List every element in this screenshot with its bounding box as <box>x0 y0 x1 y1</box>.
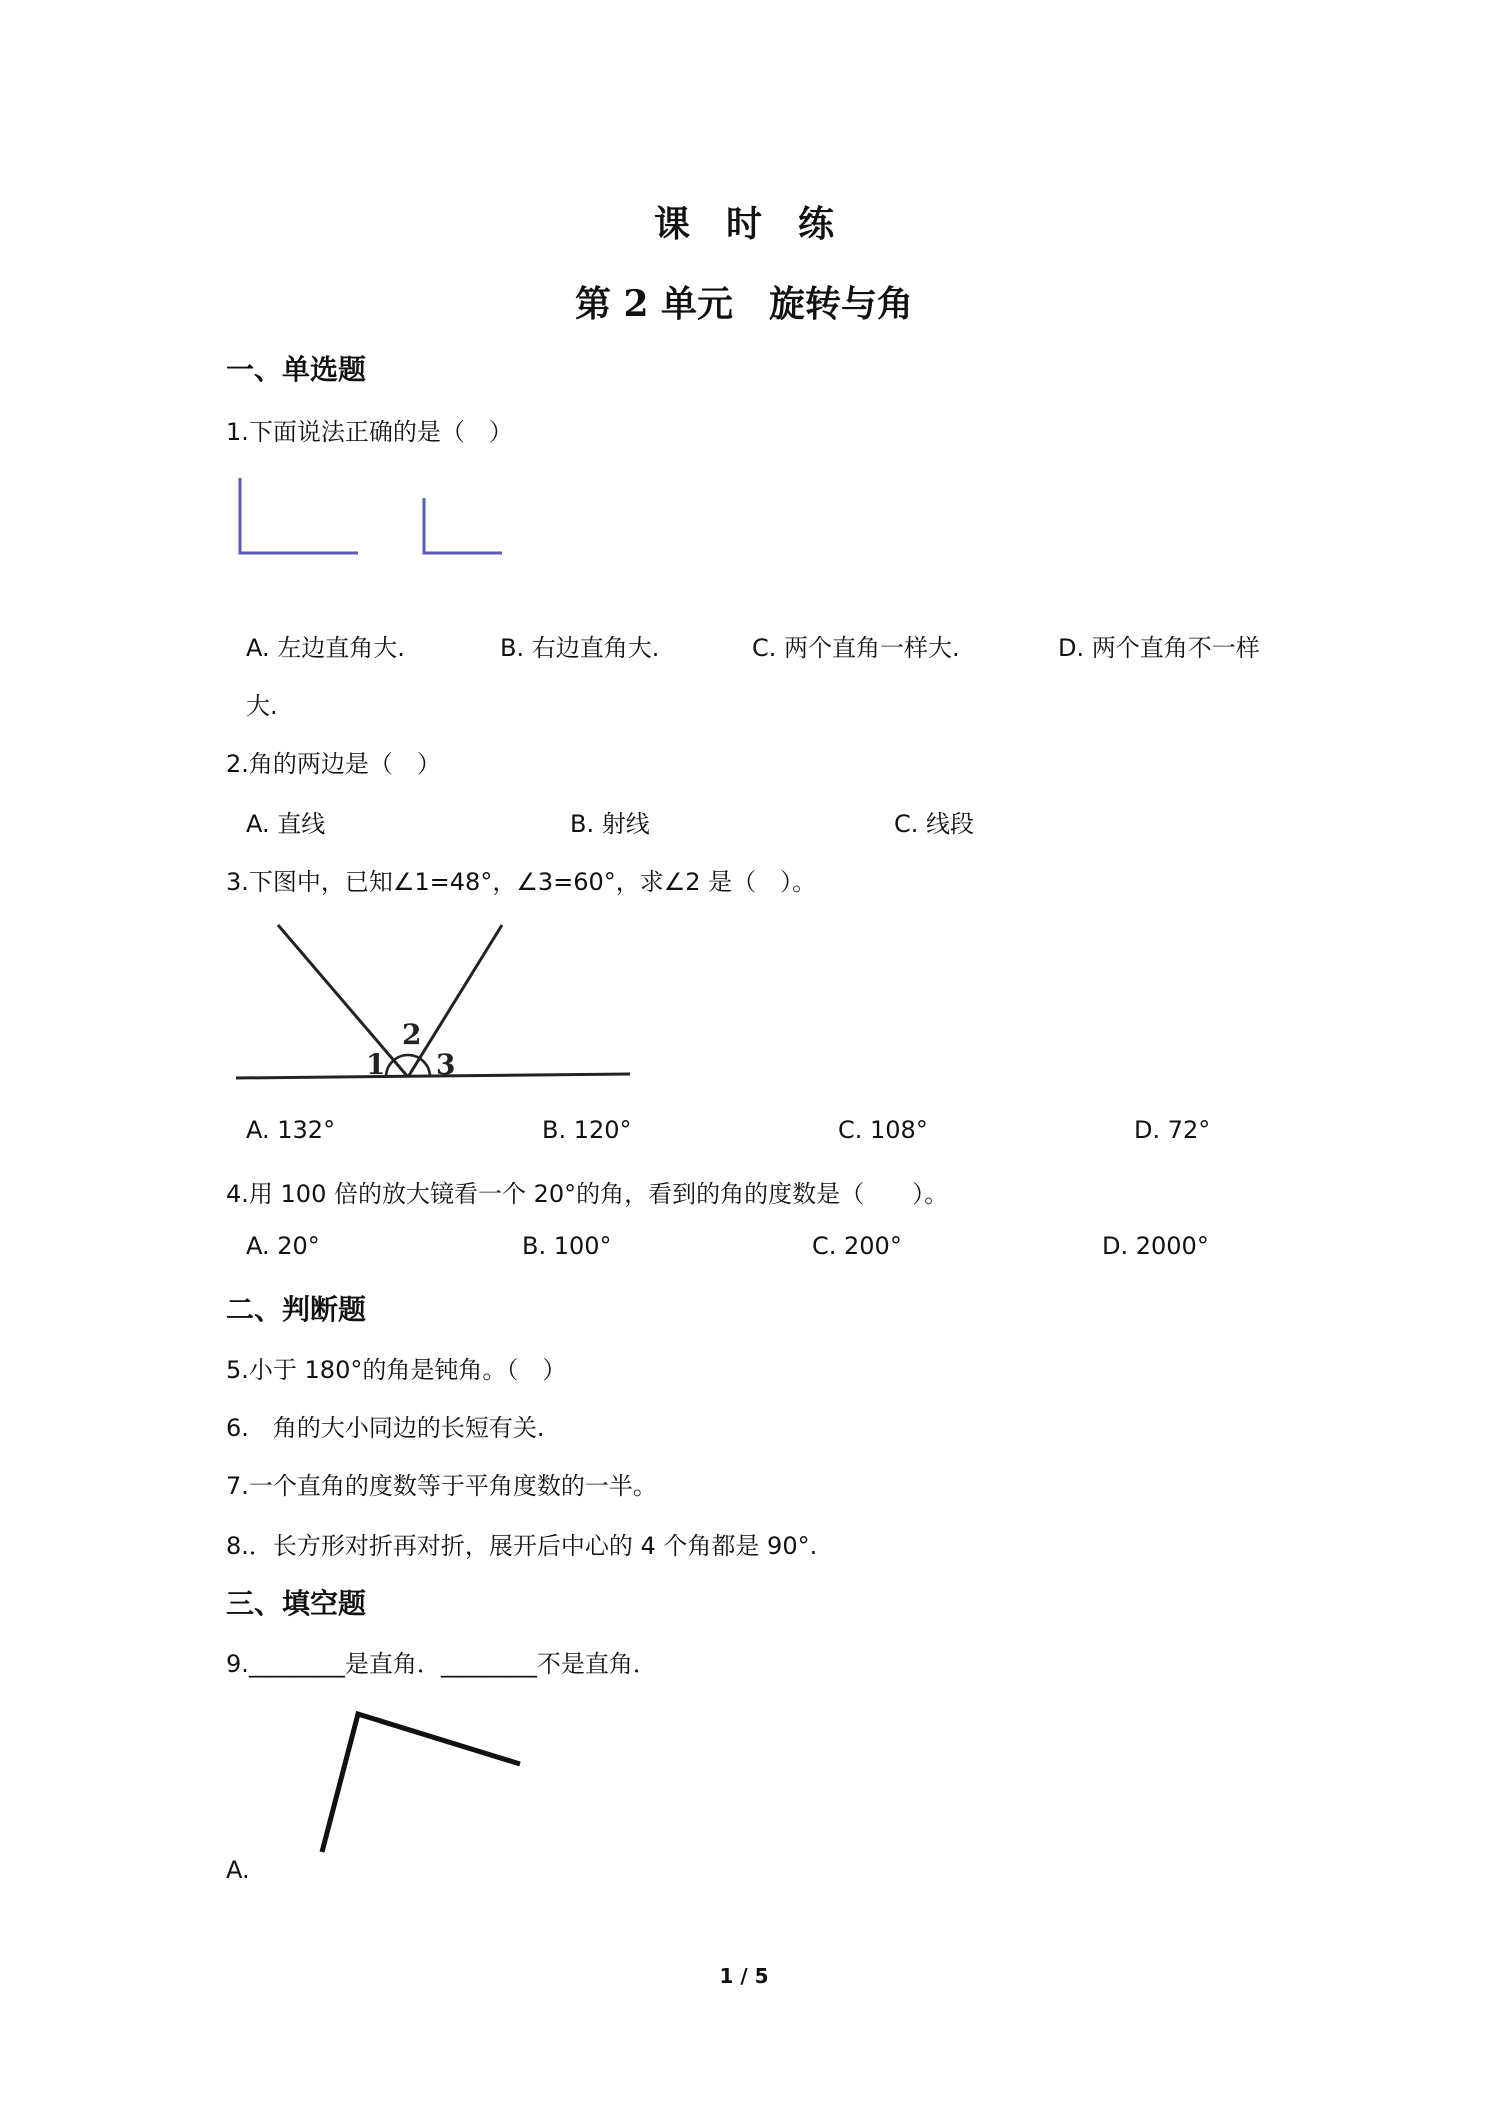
q1-option-c[interactable]: C. 两个直角一样大. <box>752 634 960 662</box>
q9-label-a: A. <box>226 1856 250 1884</box>
page-subtitle: 第 2 单元 旋转与角 <box>574 283 914 325</box>
q9-angle-a <box>322 1714 520 1852</box>
q3-option-c[interactable]: C. 108° <box>838 1116 928 1144</box>
q2-option-b[interactable]: B. 射线 <box>570 810 650 838</box>
q4-option-c[interactable]: C. 200° <box>812 1232 902 1260</box>
section-heading-single-choice: 一、单选题 <box>226 353 367 386</box>
question-3: 3.下图中，已知∠1=48°，∠3=60°，求∠2 是（ ）。 <box>226 868 817 896</box>
question-4: 4.用 100 倍的放大镜看一个 20°的角，看到的角的度数是（ ）。 <box>226 1180 949 1208</box>
q2-option-a[interactable]: A. 直线 <box>246 810 326 838</box>
q3-option-b[interactable]: B. 120° <box>542 1116 632 1144</box>
question-7: 7.一个直角的度数等于平角度数的一半。 <box>226 1472 657 1500</box>
q3-label-3: 3 <box>436 1048 456 1081</box>
q3-option-a[interactable]: A. 132° <box>246 1116 336 1144</box>
q2-option-c[interactable]: C. 线段 <box>894 810 975 838</box>
q1-option-d-continued: 大. <box>246 692 278 720</box>
question-2: 2.角的两边是（ ） <box>226 750 441 778</box>
question-1: 1.下面说法正确的是（ ） <box>226 418 513 446</box>
question-9: 9.________是直角．________不是直角． <box>226 1650 657 1678</box>
q4-option-a[interactable]: A. 20° <box>246 1232 320 1260</box>
q3-option-d[interactable]: D. 72° <box>1134 1116 1211 1144</box>
q4-option-b[interactable]: B. 100° <box>522 1232 612 1260</box>
question-6: 6. 角的大小同边的长短有关. <box>226 1414 545 1442</box>
q3-label-2: 2 <box>402 1018 422 1051</box>
question-5: 5.小于 180°的角是钝角。（ ） <box>226 1356 567 1384</box>
page-title: 课 时 练 <box>653 203 834 245</box>
q4-option-d[interactable]: D. 2000° <box>1102 1232 1209 1260</box>
section-heading-fill-blank: 三、填空题 <box>226 1587 367 1620</box>
page-number: 1 / 5 <box>719 1964 769 1988</box>
q1-option-d[interactable]: D. 两个直角不一样 <box>1058 634 1260 662</box>
question-8: 8.．长方形对折再对折，展开后中心的 4 个角都是 90°. <box>226 1532 818 1560</box>
q1-option-a[interactable]: A. 左边直角大. <box>246 634 405 662</box>
q1-option-b[interactable]: B. 右边直角大. <box>500 634 660 662</box>
q3-label-1: 1 <box>366 1048 386 1081</box>
section-heading-true-false: 二、判断题 <box>226 1293 367 1326</box>
